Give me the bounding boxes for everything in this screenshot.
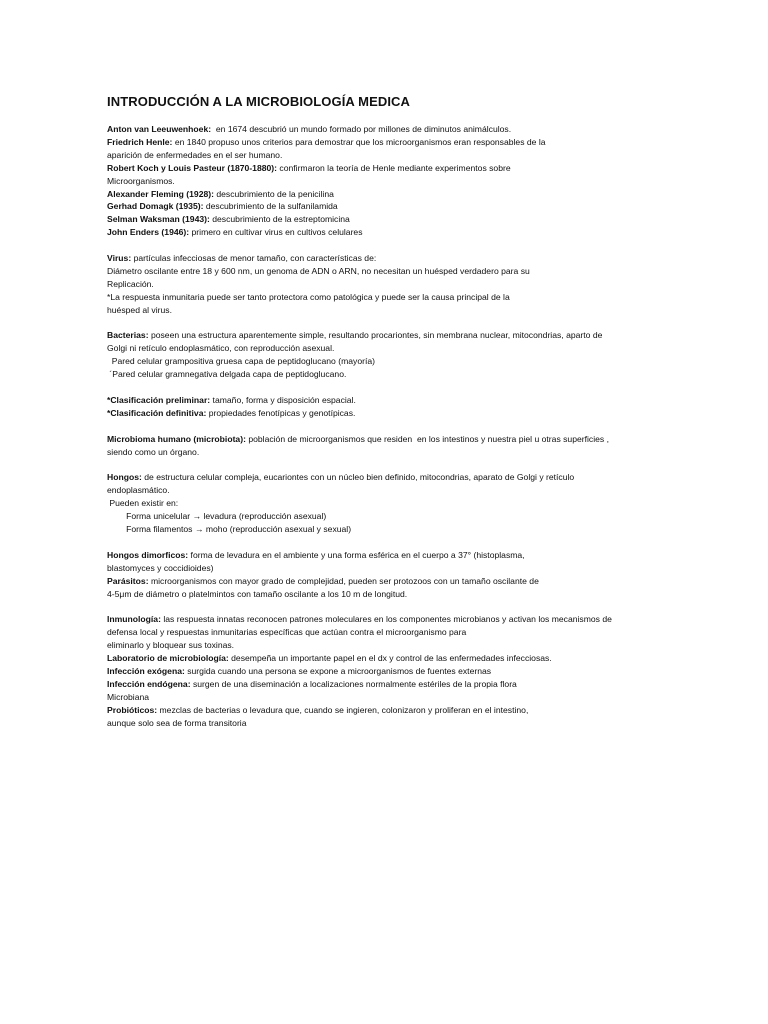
text-line	[107, 717, 668, 730]
paragraph-gap	[107, 317, 668, 330]
text-line	[107, 278, 668, 291]
line-text: Microorganismos.	[107, 175, 175, 186]
term-label: Inmunología:	[107, 614, 161, 625]
text-line	[107, 704, 668, 717]
paragraph-gap	[107, 600, 668, 613]
term-label: Gerhad Domagk (1935):	[107, 201, 204, 212]
line-text: Replicación.	[107, 278, 154, 289]
term-label: *Clasificación definitiva:	[107, 407, 207, 418]
text-line	[107, 265, 668, 278]
text-line	[107, 200, 668, 213]
line-text: aparición de enfermedades en el ser humano.	[107, 149, 283, 160]
term-label: Bacterias:	[107, 330, 149, 341]
text-line	[107, 575, 668, 588]
text-line	[107, 342, 668, 355]
term-label: Selman Waksman (1943):	[107, 214, 210, 225]
line-text: desempeña un importante papel en el dx y control de las enfermedades infecciosas.	[228, 653, 552, 664]
text-line	[107, 691, 668, 704]
line-text: ´Pared celular gramnegativa delgada capa de peptidoglucano.	[107, 369, 347, 380]
text-line	[107, 175, 668, 188]
line-text: siendo como un órgano.	[107, 446, 200, 457]
line-text: Pueden existir en:	[107, 498, 179, 509]
line-text: en 1840 propuso unos criterios para demostrar que los microorganismos eran responsables de la	[172, 136, 546, 147]
paragraph-gap	[107, 381, 668, 394]
line-text: mezclas de bacterias o levadura que, cuando se ingieren, colonizaron y proliferan en el intestino,	[157, 704, 529, 715]
line-text: Diámetro oscilante entre 18 y 600 nm, un genoma de ADN o ARN, no necesitan un huésped verdadero para su	[107, 265, 530, 276]
line-text: propiedades fenotípicas y genotípicas.	[206, 407, 356, 418]
term-label: Hongos dimorficos:	[107, 549, 189, 560]
term-label: Friedrich Henle:	[107, 136, 173, 147]
text-line	[107, 626, 668, 639]
text-line	[107, 149, 668, 162]
line-text: forma de levadura en el ambiente y una forma esférica en el cuerpo a 37° (histoplasma,	[188, 549, 525, 560]
line-text: Forma filamentos → moho (reproducción asexual y sexual)	[107, 524, 352, 535]
text-line	[107, 252, 668, 265]
line-text: Pared celular grampositiva gruesa capa de peptidoglucano (mayoría)	[107, 356, 375, 367]
line-text: endoplasmático.	[107, 485, 170, 496]
text-line	[107, 433, 668, 446]
text-line	[107, 226, 668, 239]
text-line	[107, 213, 668, 226]
line-text: aunque solo sea de forma transitoria	[107, 717, 247, 728]
line-text: descubrimiento de la estreptomicina	[209, 214, 350, 225]
line-text: primero en cultivar virus en cultivos celulares	[189, 227, 363, 238]
term-label: Virus:	[107, 253, 132, 264]
line-text: Microbiana	[107, 691, 150, 702]
paragraph-gap	[107, 420, 668, 433]
text-line	[107, 355, 668, 368]
term-label: Hongos:	[107, 472, 142, 483]
line-text: huésped al virus.	[107, 304, 172, 315]
text-line	[107, 510, 668, 523]
line-text: surgen de una diseminación a localizaciones normalmente estériles de la propia flora	[190, 678, 517, 689]
line-text: surgida cuando una persona se expone a microorganismos de fuentes externas	[184, 665, 492, 676]
line-text: eliminarlo y bloquear sus toxinas.	[107, 640, 235, 651]
term-label: John Enders (1946):	[107, 227, 190, 238]
term-label: Infección endógena:	[107, 678, 191, 689]
text-line	[107, 136, 668, 149]
paragraph-gap	[107, 536, 668, 549]
term-label: Probióticos:	[107, 704, 158, 715]
text-line	[107, 588, 668, 601]
text-line	[107, 329, 668, 342]
term-label: *Clasificación preliminar:	[107, 394, 211, 405]
text-line	[107, 123, 668, 136]
line-text: partículas infecciosas de menor tamaño, con características de:	[131, 253, 377, 264]
line-text: descubrimiento de la penicilina	[213, 188, 334, 199]
text-line	[107, 549, 668, 562]
line-text: *La respuesta inmunitaria puede ser tanto protectora como patológica y puede ser la causa principal de la	[107, 291, 510, 302]
paragraph-gap	[107, 459, 668, 472]
text-line	[107, 407, 668, 420]
term-label: Microbioma humano (microbiota):	[107, 433, 246, 444]
text-line	[107, 162, 668, 175]
line-text: defensa local y respuestas inmunitarias específicas que actúan contra el microorganismo para	[107, 627, 467, 638]
line-text: descubrimiento de la sulfanilamida	[203, 201, 338, 212]
text-line	[107, 368, 668, 381]
line-text: tamaño, forma y disposición espacial.	[210, 394, 356, 405]
line-text: 4-5μm de diámetro o platelmintos con tamaño oscilante a los 10 m de longitud.	[107, 588, 408, 599]
text-line	[107, 639, 668, 652]
line-text: Forma unicelular → levadura (reproducción asexual)	[107, 511, 327, 522]
line-text: Golgi ni retículo endoplasmático, con reproducción asexual.	[107, 343, 335, 354]
term-label: Alexander Fleming (1928):	[107, 188, 214, 199]
line-text: blastomyces y coccidioides)	[107, 562, 214, 573]
document-body	[107, 123, 668, 729]
term-label: Parásitos:	[107, 575, 149, 586]
text-line	[107, 562, 668, 575]
text-line	[107, 188, 668, 201]
text-line	[107, 613, 668, 626]
text-line	[107, 665, 668, 678]
text-line	[107, 471, 668, 484]
term-label: Robert Koch y Louis Pasteur (1870-1880):	[107, 162, 278, 173]
line-text: poseen una estructura aparentemente simple, resultando procariontes, sin membrana nuclear, mitocondrias, aparto de	[148, 330, 603, 341]
document-title: INTRODUCCIÓN A LA MICROBIOLOGÍA MEDICA	[107, 94, 411, 109]
line-text: en 1674 descubrió un mundo formado por millones de diminutos animálculos.	[211, 124, 512, 134]
term-label: Infección exógena:	[107, 665, 185, 676]
line-text: las respuesta innatas reconocen patrones moleculares en los componentes microbianos y activan los mecanismos de	[160, 614, 612, 625]
line-text: confirmaron la teoría de Henle mediante experimentos sobre	[277, 162, 511, 173]
text-line	[107, 652, 668, 665]
text-line	[107, 394, 668, 407]
text-line	[107, 678, 668, 691]
text-line	[107, 497, 668, 510]
text-line	[107, 304, 668, 317]
line-text: microorganismos con mayor grado de complejidad, pueden ser protozoos con un tamaño oscilante de	[148, 575, 539, 586]
text-line	[107, 291, 668, 304]
term-label: Anton van Leeuwenhoek:	[107, 124, 212, 134]
line-text: de estructura celular compleja, eucariontes con un núcleo bien definido, mitocondrias, aparato de Golgi y retículo	[141, 472, 575, 483]
text-line	[107, 446, 668, 459]
text-line	[107, 523, 668, 536]
term-label: Laboratorio de microbiología:	[107, 653, 229, 664]
line-text: población de microorganismos que residen en los intestinos y nuestra piel u otras superficies ,	[245, 433, 609, 444]
text-line	[107, 484, 668, 497]
paragraph-gap	[107, 239, 668, 252]
